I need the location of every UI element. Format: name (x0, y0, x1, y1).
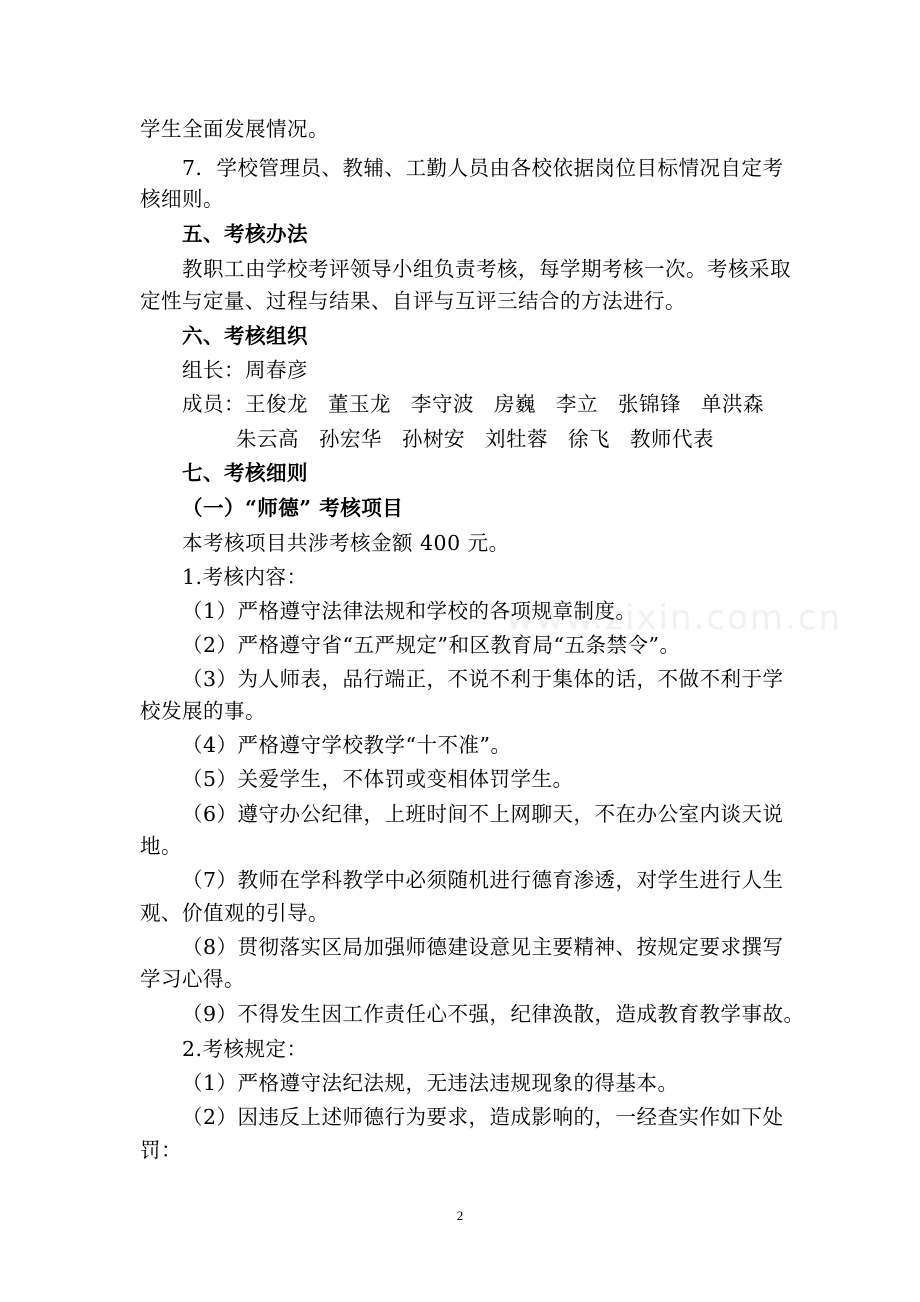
list-item: （8）贯彻落实区局加强师德建设意见主要精神、按规定要求撰写 (182, 935, 784, 959)
member-name: 朱云高 (236, 427, 299, 451)
members-label: 成员： (182, 392, 245, 416)
list-item-continuation: 观、价值观的引导。 (140, 901, 329, 925)
member-name: 李守波 (411, 392, 474, 416)
list-item: （3）为人师表，品行端正，不说不利于集体的话，不做不利于学 (182, 667, 784, 691)
list-item: （2）严格遵守省“五严规定”和区教育局“五条禁令”。 (182, 633, 681, 657)
watermark: www.zixin.com.cn (506, 598, 842, 638)
list-item-continuation: 学习心得。 (140, 967, 245, 991)
member-name: 王俊龙 (245, 392, 308, 416)
list-item: （1）严格遵守法律法规和学校的各项规章制度。 (182, 599, 637, 623)
page-number: 2 (456, 1208, 464, 1223)
paragraph-line: 定性与定量、过程与结果、自评与互评三结合的方法进行。 (140, 289, 686, 313)
members-row-2 (236, 426, 734, 452)
paragraph-line: 核细则。 (140, 187, 224, 211)
member-name: 张锦锋 (618, 392, 681, 416)
list-item-continuation: 地。 (140, 834, 182, 858)
paragraph-line: 本考核项目共涉考核金额 400 元。 (182, 531, 510, 555)
list-heading: 1.考核内容： (182, 565, 308, 589)
member-name: 李立 (556, 392, 598, 416)
section-heading: 六、考核组织 (182, 324, 308, 348)
member-name: 教师代表 (630, 427, 714, 451)
member-name: 房巍 (494, 392, 536, 416)
member-name: 孙树安 (402, 427, 465, 451)
members-row-1 (182, 391, 784, 417)
subsection-heading: （一）“师德” 考核项目 (182, 496, 404, 520)
paragraph-line: 7．学校管理员、教辅、工勤人员由各校依据岗位目标情况自定考 (182, 156, 784, 180)
group-leader: 组长：周春彦 (182, 358, 308, 382)
section-heading: 五、考核办法 (182, 222, 308, 246)
member-name: 董玉龙 (328, 392, 391, 416)
list-heading: 2.考核规定： (182, 1037, 308, 1061)
list-item-continuation: 罚： (140, 1138, 182, 1162)
list-item-continuation: 校发展的事。 (140, 699, 266, 723)
paragraph-line: 学生全面发展情况。 (140, 117, 329, 141)
section-heading: 七、考核细则 (182, 461, 308, 485)
list-item: （6）遵守办公纪律，上班时间不上网聊天，不在办公室内谈天说 (182, 802, 784, 826)
member-name: 单洪森 (701, 392, 764, 416)
paragraph-line: 教职工由学校考评领导小组负责考核，每学期考核一次。考核采取 (182, 257, 791, 281)
list-item: （2）因违反上述师德行为要求，造成影响的，一经查实作如下处 (182, 1105, 784, 1129)
list-item: （7）教师在学科教学中必须随机进行德育渗透，对学生进行人生 (182, 868, 784, 892)
list-item: （5）关爱学生，不体罚或变相体罚学生。 (182, 767, 574, 791)
member-name: 徐飞 (568, 427, 610, 451)
list-item: （4）严格遵守学校教学“十不准”。 (182, 733, 512, 757)
list-item: （9）不得发生因工作责任心不强，纪律涣散，造成教育教学事故。 (182, 1002, 805, 1026)
member-name: 刘牡蓉 (485, 427, 548, 451)
member-name: 孙宏华 (319, 427, 382, 451)
list-item: （1）严格遵守法纪法规，无违法违规现象的得基本。 (182, 1071, 679, 1095)
